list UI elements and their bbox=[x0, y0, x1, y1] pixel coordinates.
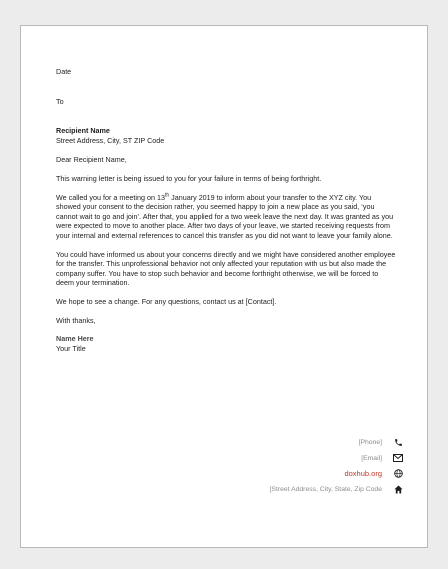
contact-phone: [Phone] bbox=[358, 439, 382, 447]
home-icon bbox=[392, 484, 404, 494]
paragraph-1: This warning letter is being issued to you for your failure in terms of being forthright. bbox=[56, 173, 322, 183]
recipient-name: Recipient Name bbox=[56, 126, 110, 136]
contact-block bbox=[204, 435, 404, 497]
closing: With thanks, bbox=[56, 315, 96, 325]
paragraph-3: You could have informed us about your concerns directly and we might have considered another employee for the transfer. This unprofessional behavior not only affected your reputation with us but also made the company suffer. You have to stop such behavior and become forthright otherwise, we will be forced to deem your termination. bbox=[56, 249, 396, 288]
phone-icon bbox=[392, 438, 404, 448]
paragraph-2-start: We called you for a meeting on 13 bbox=[56, 192, 165, 202]
envelope-icon bbox=[392, 453, 404, 463]
contact-website[interactable]: doxhub.org bbox=[344, 469, 382, 479]
paragraph-2 bbox=[56, 193, 396, 241]
globe-icon bbox=[392, 469, 404, 479]
contact-address: [Street Address, City, State, Zip Code bbox=[269, 485, 382, 493]
contact-address-row bbox=[204, 482, 404, 498]
contact-phone-row bbox=[204, 435, 404, 451]
contact-email: [Email] bbox=[361, 454, 382, 462]
date-label: Date bbox=[56, 67, 72, 76]
contact-email-row bbox=[204, 451, 404, 467]
letter-body bbox=[56, 67, 396, 353]
signer-name: Name Here bbox=[56, 334, 94, 344]
paragraph-4: We hope to see a change. For any questions, contact us at [Contact]. bbox=[56, 296, 277, 306]
contact-website-row bbox=[204, 466, 404, 482]
to-label: To bbox=[56, 96, 64, 106]
salutation: Dear Recipient Name, bbox=[56, 155, 127, 165]
date-ordinal-suffix: th bbox=[164, 192, 170, 199]
signer-title: Your Title bbox=[56, 343, 86, 353]
paragraph-2-rest: January 2019 to inform about your transfer to the XYZ city. You showed your consent to the decision rather, you seemed happy to join a new place as you said, ‘you cannot wait to go and join’. After that, you applied for a two week leave the next day. It was granted as you were expected to move to another place. After two days of your leave, we started receiving requests from your internal and external references to cancel this transfer as you did not want to leave your family alone. bbox=[56, 192, 394, 240]
recipient-address: Street Address, City, ST ZIP Code bbox=[56, 135, 165, 145]
